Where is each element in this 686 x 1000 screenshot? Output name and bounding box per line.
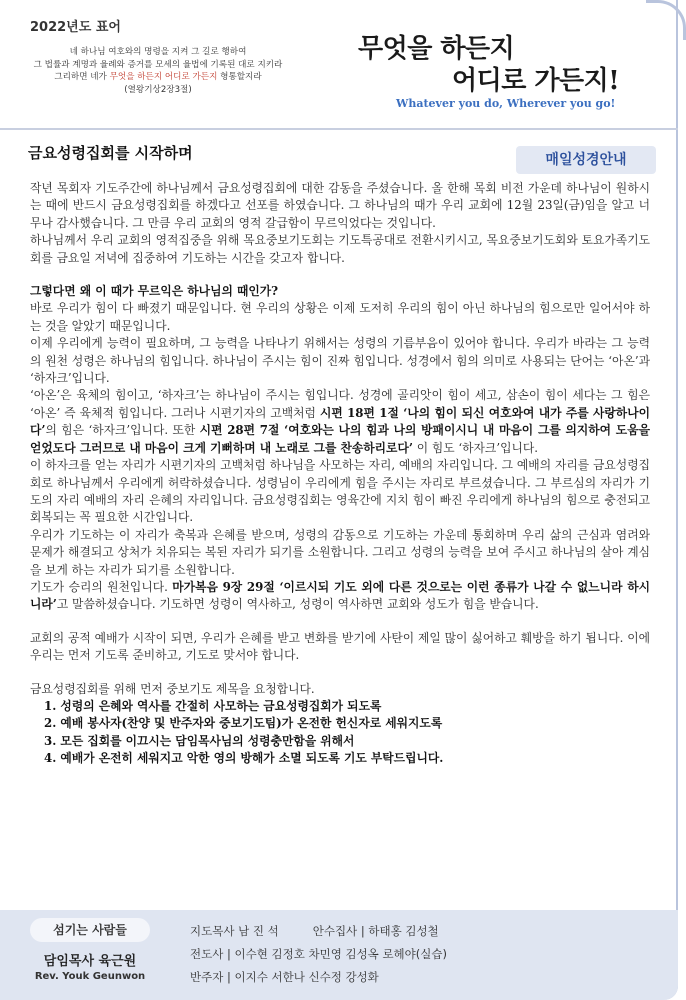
prayer-list xyxy=(30,698,650,768)
staff-list xyxy=(190,920,670,989)
paragraph: 기도가 승리의 원천입니다. 마가복음 9장 29절 ‘이르시되 기도 외에 다른 것으로는 이런 종류가 나갈 수 없느니라 하시니라’고 말씀하셨습니다. 기도하면 성령이 역사하고, 성령이 역사하면 교회와 성도가 힘을 받습니다. xyxy=(30,579,650,612)
servants-label: 섬기는 사람들 xyxy=(30,918,150,942)
paragraph: 이 하자크를 얻는 자리가 시편기자의 고백처럼 하나님을 사모하는 자리, 예배의 자리입니다. 그 예배의 자리를 금요성령집회로 하나님께서 우리에게 허락하셨습니다. 성령님이 우리에게 힘을 주시는 자리로 부르셨습니다. 그 부르심의 자리가 기도의 자리 예배의 자리 은혜의 자리입니다. 금요성령집회는 영육간에 지치 힘이 빠진 우리에게 하나님의 힘으로 충전되고 회복되는 꼭 필요한 시간입니다. xyxy=(30,458,650,525)
paragraph: 금요성령집회를 위해 먼저 중보기도 제목을 요청합니다. xyxy=(30,681,315,696)
motto-title-line2: 어디로 가든지! xyxy=(452,66,620,96)
header-divider xyxy=(0,128,678,130)
footer xyxy=(0,910,678,1000)
scripture-quote: 마가복음 9장 29절 ‘이르시되 기도 외에 다른 것으로는 이런 종류가 나갈 수 없느니라 하시니라’ xyxy=(30,579,650,612)
corner-decoration xyxy=(646,0,686,40)
daily-bible-guide-badge[interactable]: 매일성경안내 xyxy=(516,146,656,174)
subheading: 그렇다면 왜 이 때가 무르익은 하나님의 때인가? xyxy=(30,284,279,299)
prayer-item: 4. 예배가 온전히 세워지고 악한 영의 방해가 소멸 되도록 기도 부탁드립니다. xyxy=(44,751,444,766)
article-title: 금요성령집회를 시작하며 xyxy=(28,144,193,162)
motto-title-line1: 무엇을 하든지 xyxy=(358,34,515,64)
paragraph: 이제 우리에게 능력이 필요하며, 그 능력을 나타나기 위해서는 성령의 기름부음이 있어야 합니다. 우리가 바라는 그 능력의 원천 성령은 하나님의 힘입니다. 하나님이 주시는 힘이 진짜 힘입니다. 성경에서 힘의 의미로 사용되는 단어는 ‘아온’과 ‘하자크’입니다. xyxy=(30,336,650,386)
staff-row: 전도사 | 이수현 김정호 차민영 김성옥 로헤야(실습) xyxy=(190,947,447,961)
paragraph: ‘아온’은 육체의 힘이고, ‘하자크’는 하나님이 주시는 힘입니다. 성경에 골리앗이 힘이 세고, 삼손이 힘이 세다는 그 힘은 ‘아온’ 즉 육체적 힘입니다. 그러나 시편기자의 고백처럼 시편 18편 1절 ‘나의 힘이 되신 여호와여 내가 주를 사랑하나이다’의 힘은 ‘하자크’입니다. 또한 시편 28편 7절 ‘여호와는 나의 힘과 나의 방패이시니 내 마음이 그를 의지하여 도움을 얻었도다 그러므로 내 마음이 크게 기뻐하며 내 노래로 그를 찬송하리로다’ 이 힘도 ‘하자크’입니다. xyxy=(30,388,650,455)
senior-pastor-english: Rev. Youk Geunwon xyxy=(34,971,146,982)
paragraph: 작년 목회자 기도주간에 하나님께서 금요성령집회에 대한 감동을 주셨습니다. 올 한해 목회 비전 가운데 하나님이 원하시는 때에 반드시 금요성령집회를 하겠다고 선포를 하였습니다. 그 하나님의 때가 우리 교회에 12월 23일(금)임을 알고 너무나 감사했습니다. 그 만큼 우리 교회의 영적 갈급함이 무르익었다는 것입니다. xyxy=(30,181,650,230)
verse-line: 그 법률과 계명과 율례와 증거를 모세의 율법에 기록된 대로 지키라 xyxy=(33,59,283,70)
paragraph: 교회의 공적 예배가 시작이 되면, 우리가 은혜를 받고 변화를 받기에 사탄이 제일 많이 싫어하고 훼방을 하기 됩니다. 이에 우리는 먼저 기도록 준비하고, 기도로 맞서야 합니다. xyxy=(30,630,650,663)
motto-subtitle: Whatever you do, Wherever you go! xyxy=(396,97,616,110)
paragraph: 바로 우리가 힘이 다 빠졌기 때문입니다. 현 우리의 상황은 이제 도저히 우리의 힘이 아닌 하나님의 힘으로만 일어서야 하는 것을 알았기 때문입니다. xyxy=(30,301,650,333)
prayer-item: 1. 성령의 은혜와 역사를 간절히 사모하는 금요성령집회가 되도록 xyxy=(44,698,382,713)
scripture-quote: 시편 18편 1절 ‘나의 힘이 되신 여호와여 내가 주를 사랑하나이다’ xyxy=(30,405,650,438)
verse-line: 네 하나님 여호와의 명령을 지켜 그 길로 행하여 xyxy=(69,47,247,57)
verse-line: 그리하면 네가 무엇을 하든지 어디로 가든지 형통할지라 xyxy=(54,72,262,82)
staff-row: 지도목사 남 진 석 안수집사 | 하태홍 김성철 xyxy=(190,924,439,938)
scripture-quote: 시편 28편 7절 ‘여호와는 나의 힘과 나의 방패이시니 내 마음이 그를 의지하여 도움을 얻었도다 그러므로 내 마음이 크게 기뻐하며 내 노래로 그를 찬송하리로다’ xyxy=(30,423,650,455)
motto-verse xyxy=(0,46,316,96)
prayer-item: 3. 모든 집회를 이끄시는 담임목사님의 성령충만함을 위해서 xyxy=(44,733,355,748)
staff-row: 반주자 | 이지수 서한나 신수정 강성화 xyxy=(190,970,379,984)
article-body xyxy=(30,180,650,768)
paragraph: 하나님께서 우리 교회의 영적집중을 위해 목요중보기도회는 기도특공대로 전환시키시고, 목요중보기도회와 토요가족기도회를 금요일 저녁에 집중하여 기도하는 시간을 갖고자 합니다. xyxy=(30,233,650,265)
senior-pastor-name: 담임목사 육근원 xyxy=(43,954,137,969)
verse-highlight: 무엇을 하든지 어디로 가든지 xyxy=(109,72,218,82)
prayer-item: 2. 예배 봉사자(찬양 및 반주자와 중보기도팀)가 온전한 헌신자로 세워지도록 xyxy=(44,716,443,731)
verse-reference: (열왕기상2장3절) xyxy=(124,84,192,95)
year-motto-label: 2022년도 표어 xyxy=(30,20,121,35)
servants-box xyxy=(20,918,160,992)
paragraph: 우리가 기도하는 이 자리가 축복과 은혜를 받으며, 성령의 감동으로 기도하는 가운데 통회하며 우리 삶의 근심과 염려와 문제가 해결되고 상처가 치유되는 복된 자리가 되기를 소원합니다. 그리고 성령의 능력을 보여 주시고 하나님의 살아 계심을 보게 하는 자리가 되기를 소원합니다. xyxy=(30,527,650,577)
